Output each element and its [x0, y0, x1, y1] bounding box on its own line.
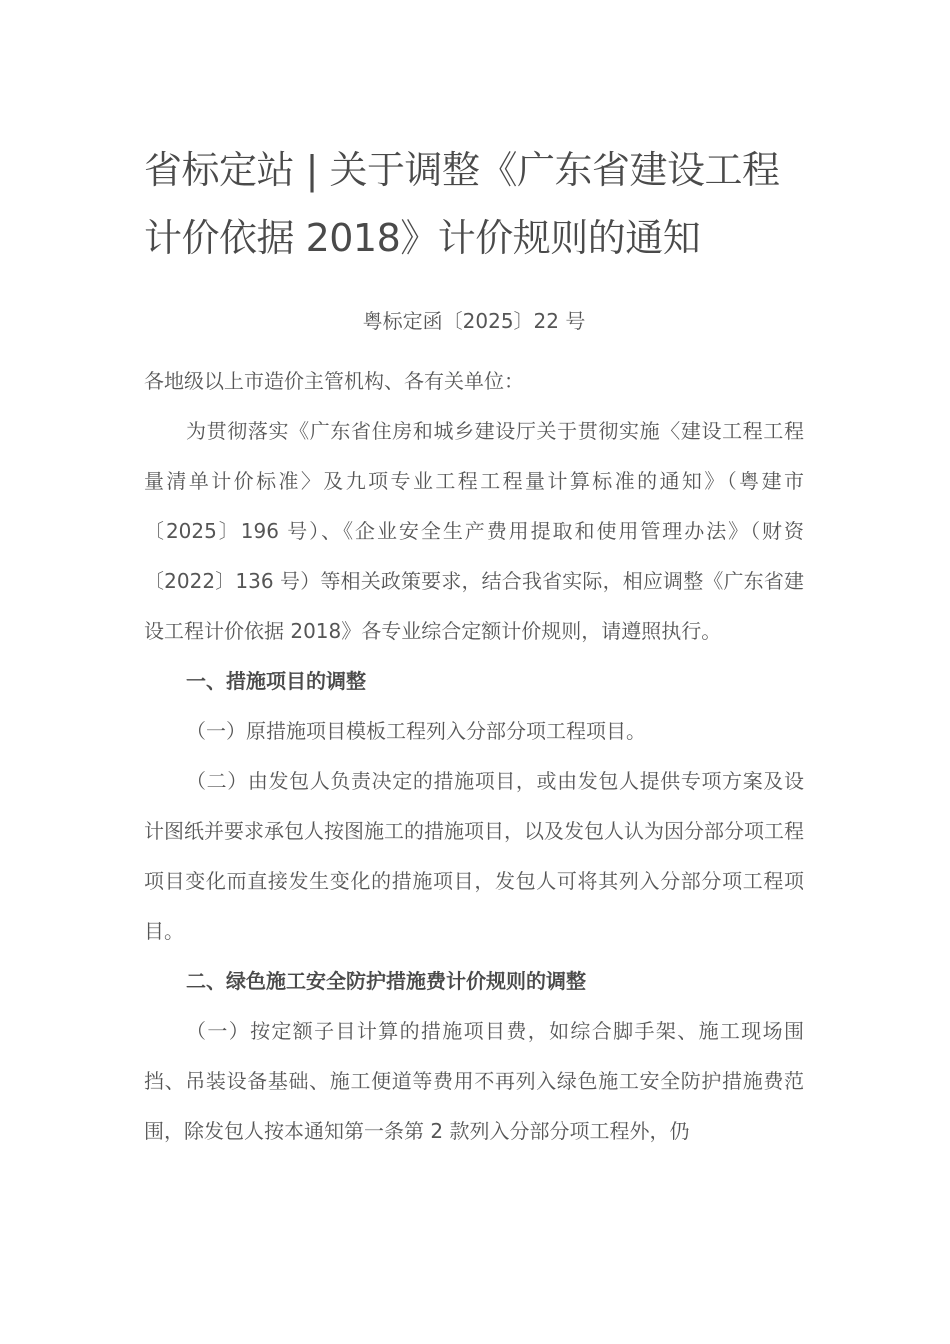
- section-item: （一）按定额子目计算的措施项目费，如综合脚手架、施工现场围挡、吊装设备基础、施工便道等费用不再列入绿色施工安全防护措施费范围，除发包人按本通知第一条第 2 款列入分部分项工程外，仍: [144, 1019, 804, 1143]
- document-body: [144, 356, 804, 1156]
- section-heading: 一、措施项目的调整: [186, 669, 366, 693]
- salutation: 各地级以上市造价主管机构、各有关单位：: [144, 369, 524, 393]
- document-number: 粤标定函〔2025〕22 号: [362, 309, 586, 333]
- document-title: 省标定站 | 关于调整《广东省建设工程计价依据 2018》计价规则的通知: [144, 148, 780, 260]
- intro-paragraph: 为贯彻落实《广东省住房和城乡建设厅关于贯彻实施〈建设工程工程量清单计价标准〉及九项专业工程工程量计算标准的通知》（粤建市〔2025〕196 号）、《企业安全生产费用提取和使用管理办法》（财资〔2022〕136 号）等相关政策要求，结合我省实际，相应调整《广东省建设工程计价依据 2018》各专业综合定额计价规则，请遵照执行。: [144, 419, 804, 643]
- section-item: （一）原措施项目模板工程列入分部分项工程项目。: [186, 719, 646, 743]
- section-item: （二）由发包人负责决定的措施项目，或由发包人提供专项方案及设计图纸并要求承包人按图施工的措施项目，以及发包人认为因分部分项工程项目变化而直接发生变化的措施项目，发包人可将其列入分部分项工程项目。: [144, 769, 804, 943]
- section-heading: 二、绿色施工安全防护措施费计价规则的调整: [186, 969, 586, 993]
